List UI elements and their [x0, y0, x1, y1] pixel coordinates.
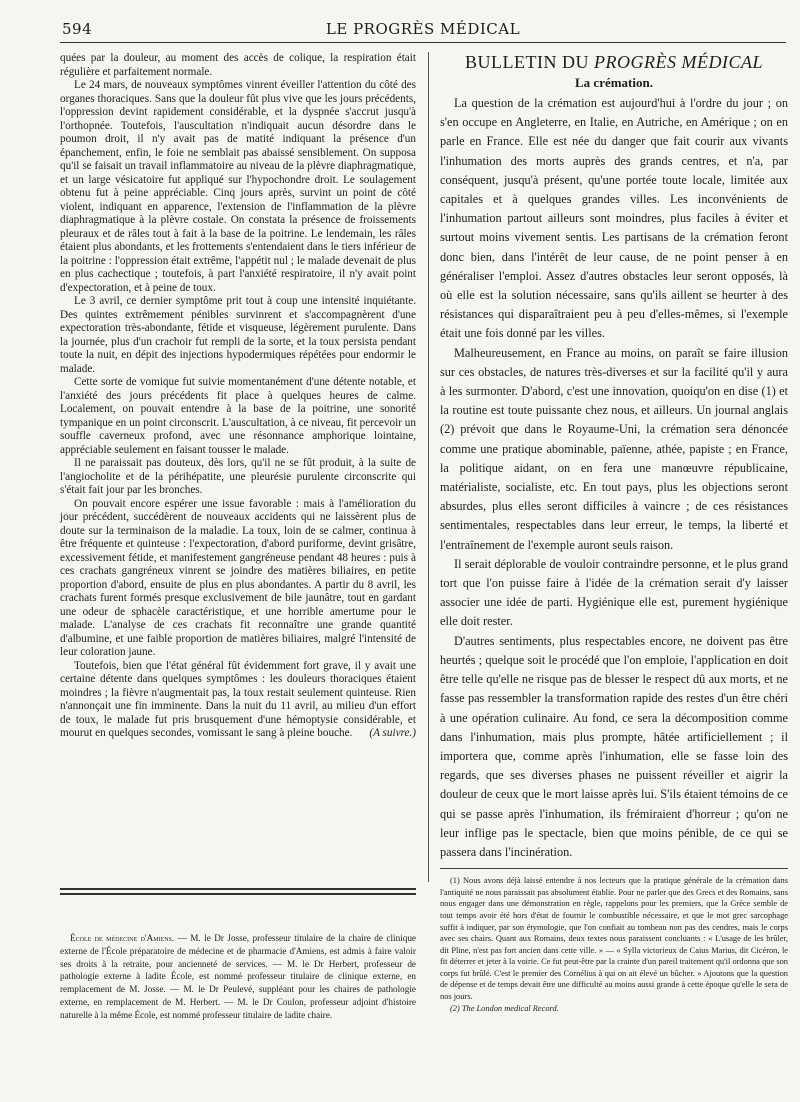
bulletin-title-roman: BULLETIN DU — [465, 52, 589, 72]
to-be-continued: (A suivre.) — [369, 727, 416, 739]
running-head — [62, 20, 784, 42]
page-number: 594 — [62, 20, 93, 38]
footnote: (1) Nous avons déjà laissé entendre à nos lecteurs que la pratique générale de la crémation dans l'antiquité ne nous paraissait pas absolument établie. Pour ne parler que des Grecs et des Romains, sans nous engager dans une démonstration en règle, rappelons pour les premiers, que la Grèce semble de tout temps avoir été hors d'état de fournir le combustible nécessaire, et que le mot grec sarcophage suffit à indiquer, par son étymologie, que l'on confiait au tombeau non pas des cendres, mais le corps avec ses chairs. Quant aux Romains, deux textes nous paraissent concluants : « L'usage de les brûler, dit Pline, n'est pas fort ancien dans cette ville. » — « Sylla victorieux de Caius Marius, dit Cicéron, le fit déterrer et jeter à la voirie. Ce fut peut-être par la crainte d'un pareil traitement qu'il ordonna que son corps fut brûlé. C'est le premier des Cornélius à qui on ait élevé un bûcher. » Ajoutons que la question de dépense et de temps devait être une difficulté au moins aussi grande à cette époque qu'elle le sera de nos jours. — [440, 876, 788, 1002]
header-rule — [60, 42, 786, 43]
article-paragraph: Il ne paraissait pas douteux, dès lors, qu'il ne se fût produit, à la suite de l'angiocholite et de la périhépatite, une pleurésie purulente circonscrite qui s'était fait jour par les bronches. — [60, 457, 416, 496]
left-column — [60, 52, 416, 741]
news-text: — M. le Dr Josse, professeur titulaire de la chaire de clinique externe de l'École préparatoire de médecine et de pharmacie d'Amiens, est admis à faire valoir ses droits à la retraite, pour ancienneté de services. — M. le Dr Herbert, professeur de pathologie externe à ladite École, est nommé professeur titulaire de clinique externe, en remplacement de M. Josse. — M. le Dr Peulevé, suppléant pour les chaires de pathologie externe, en remplacement de M. Herbert. — M. le Dr Coulon, professeur adjoint d'histoire naturelle à la même École, est nommé professeur titulaire de ladite chaire. — [60, 933, 416, 1020]
article-paragraph: Le 24 mars, de nouveaux symptômes vinrent éveiller l'attention du côté des organes thoraciques. Sans que la douleur fût plus vive que les jours précédents, l'oppression devint rapidement considérable, et la dyspnée s'accrut jusqu'à l'orthopnée. Toutefois, l'auscultation n'indiquait aucun désordre dans le poumon droit, il n'y avait pas de matité indiquant la présence d'un épanchement, enfin, le foie ne semblait pas abaissé sensiblement. On supposa qu'il se faisait un travail inflammatoire au niveau de la plèvre diaphragmatique, et un large vésicatoire fut appliqué sur l'hypochondre droit. Le soulagement obtenu fut à peine appréciable. Cinq jours après, survint un point de côté violent, indiquant en apparence, l'extension de l'inflammation de la plèvre diaphragmatique à la plèvre costale. On constata la présence de froissements pleuraux et de râles tout à fait à la base de la poitrine. Le lendemain, les râles étaient plus abondants, et les frottements s'entendaient dans le tiers inférieur de la poitrine : l'oppression était extrême, l'appétit nul ; le malade devenait de plus en plus cachectique ; toutefois, à part l'anxiété respiratoire, il n'y avait point d'expectoration, et à peine de toux. — [60, 79, 416, 294]
news-heading: École de médecine d'Amiens. — [70, 933, 175, 943]
article-paragraph: Il serait déplorable de vouloir contraindre personne, et le plus grand tort que l'on puisse faire à l'idée de la crémation serait d'y laisser associer une idée de parti. Hygiénique elle est, purement hygiénique elle doit rester. — [440, 556, 788, 629]
article-paragraph-text: Toutefois, bien que l'état général fût évidemment fort grave, il y avait une certaine détente dans quelques symptômes : les douleurs thoraciques étaient moindres ; la fièvre n'augmentait pas, la toux restait seulement quinteuse. Rien n'annonçait une fin imminente. Dans la nuit du 11 avril, au milieu d'un effort de toux, le malade fut pris brusquement d'une hémoptysie considérable, et mourut en quelques secondes, vomissant le sang à pleine bouche. — [60, 659, 416, 739]
article-paragraph: Cette sorte de vomique fut suivie momentanément d'une détente notable, et l'anxiété des jours précédents fit place à quelques heures de calme. Localement, on pouvait entendre à la base de la poitrine, une sonorité tympanique en un point circonscrit. L'auscultation, à ce niveau, fit percevoir un souffle caverneux profond, avec une résonnance amphorique lointaine, appréciable seulement en faisant tousser le malade. — [60, 376, 416, 456]
news-paragraph — [60, 932, 416, 1022]
article-paragraph: Malheureusement, en France au moins, on paraît se faire illusion sur ces obstacles, de natures très-diverses et sur la facilité qu'il y aura à les surmonter. D'abord, c'est une innovation, quoiqu'on en dise (1) et la routine est toute puissante chez nous, et ailleurs. Un journal anglais (2) prévoit que dans le Royaume-Uni, la crémation sera dénoncée comme une pratique abominable, païenne, athée, papiste ; en France, la politique aidant, on en fera une manœuvre républicaine, matérialiste, socialiste, etc. En tout pays, plus les objections seront absurdes, plus elles seront difficiles à vaincre ; de ces résistances sentimentales, respectables dans leur erreur, le temps, la liberté et l'entraînement de l'exemple auront seuls raison. — [440, 345, 788, 552]
footnote-rule — [440, 868, 788, 869]
article-paragraph-last — [60, 660, 416, 741]
article-paragraph: quées par la douleur, au moment des accès de colique, la respiration était régulière et parfaitement normale. — [60, 52, 416, 78]
article-subtitle: La crémation. — [575, 75, 653, 90]
article-paragraph: D'autres sentiments, plus respectables encore, ne doivent pas être heurtés ; quelque soit le procédé que l'on emploie, l'application en doit être telle qu'elle ne risque pas de blesser le respect dû aux morts, et ne fasse pas ressembler la transformation rapide des restes d'un être chéri à une opération culinaire. Au fond, ce sera la décomposition comme dans l'inhumation, mais plus prompte, hâtée artificiellement ; il importera que, comme après l'inhumation, elle se fasse loin des regards, que ses diverses phases ne puissent réveiller et aigrir la douleur de ceux que le mort laisse après lui. S'ils étaient témoins de ce qui se passe après l'inhumation, ils frémiraient d'horreur ; qu'on ne leur inflige pas le spectacle, bien que moins pénible, de ce qui se passera dans l'incinération. — [440, 633, 788, 859]
news-item — [60, 932, 416, 1022]
article-paragraph: On pouvait encore espérer une issue favorable : mais à l'amélioration du jour précédent, succédèrent de nouveaux accidents qui ne laissèrent plus de doute sur la terminaison de la maladie. La toux, loin de se calmer, continua à être fréquente et quinteuse : l'expectoration, d'abord puriforme, devint grisâtre, excessivement fétide, et manifestement gangréneuse pendant 48 heures : puis à ces crachats gangréneux vinrent se joindre des matières biliaires, en petite proportion d'abord, ensuite de plus en plus abondantes. A partir du 8 avril, les crachats furent formés presque exclusivement de bile jaunâtre, tout en gardant une odeur de sphacèle caractéristique, et une horrible amertume pour le malade. L'analyse de ces crachats fit reconnaître une grande quantité d'albumine, et une faible proportion de matières biliaires, malgré l'intensité de leur coloration jaune. — [60, 497, 416, 658]
bulletin-title-italic: PROGRÈS MÉDICAL — [594, 52, 763, 72]
article-paragraph: La question de la crémation est aujourd'hui à l'ordre du jour ; on s'en occupe en Angleterre, en Italie, en Autriche, en Amérique ; on en parle en France. Elle est née du danger que fait courir aux vivants l'inhumation des morts auprès des grands centres, et n'a, par conséquent, jusqu'à présent, qu'une portée toute locale, limitée aux capitales et à quelques grandes villes. Les inconvénients de l'inhumation partout ailleurs sont moindres, plus faciles à éviter et surtout moins vivement sentis. Les partisans de la crémation feront donc bien, dans l'intérêt de leur cause, de ne point penser à en généraliser l'emploi. Assez d'autres obstacles leur seront opposés, là où elle est la solution nécessaire, sans qu'ils aillent se heurter à des résistances qui disparaîtraient peu à peu d'elles-mêmes, si l'exemple était une fois donné par les villes. — [440, 96, 788, 341]
journal-name: LE PROGRÈS MÉDICAL — [325, 20, 521, 38]
right-column — [440, 52, 788, 1014]
footnote: (2) The London medical Record. — [450, 1003, 559, 1013]
bulletin-title — [440, 52, 788, 72]
article-paragraph: Le 3 avril, ce dernier symptôme prit tout à coup une intensité inquiétante. Des quintes extrêmement pénibles survinrent et s'accompagnèrent d'une expectoration très-abondante, fétide et visqueuse, légèrement purulente. Dans la journée, plus d'un crachoir fut rempli de la sorte, et la toux persista pendant toute la nuit, en dépit des injections hypodermiques répétées pour endormir le malade. — [60, 295, 416, 375]
double-rule — [60, 888, 416, 898]
column-divider — [428, 52, 429, 882]
